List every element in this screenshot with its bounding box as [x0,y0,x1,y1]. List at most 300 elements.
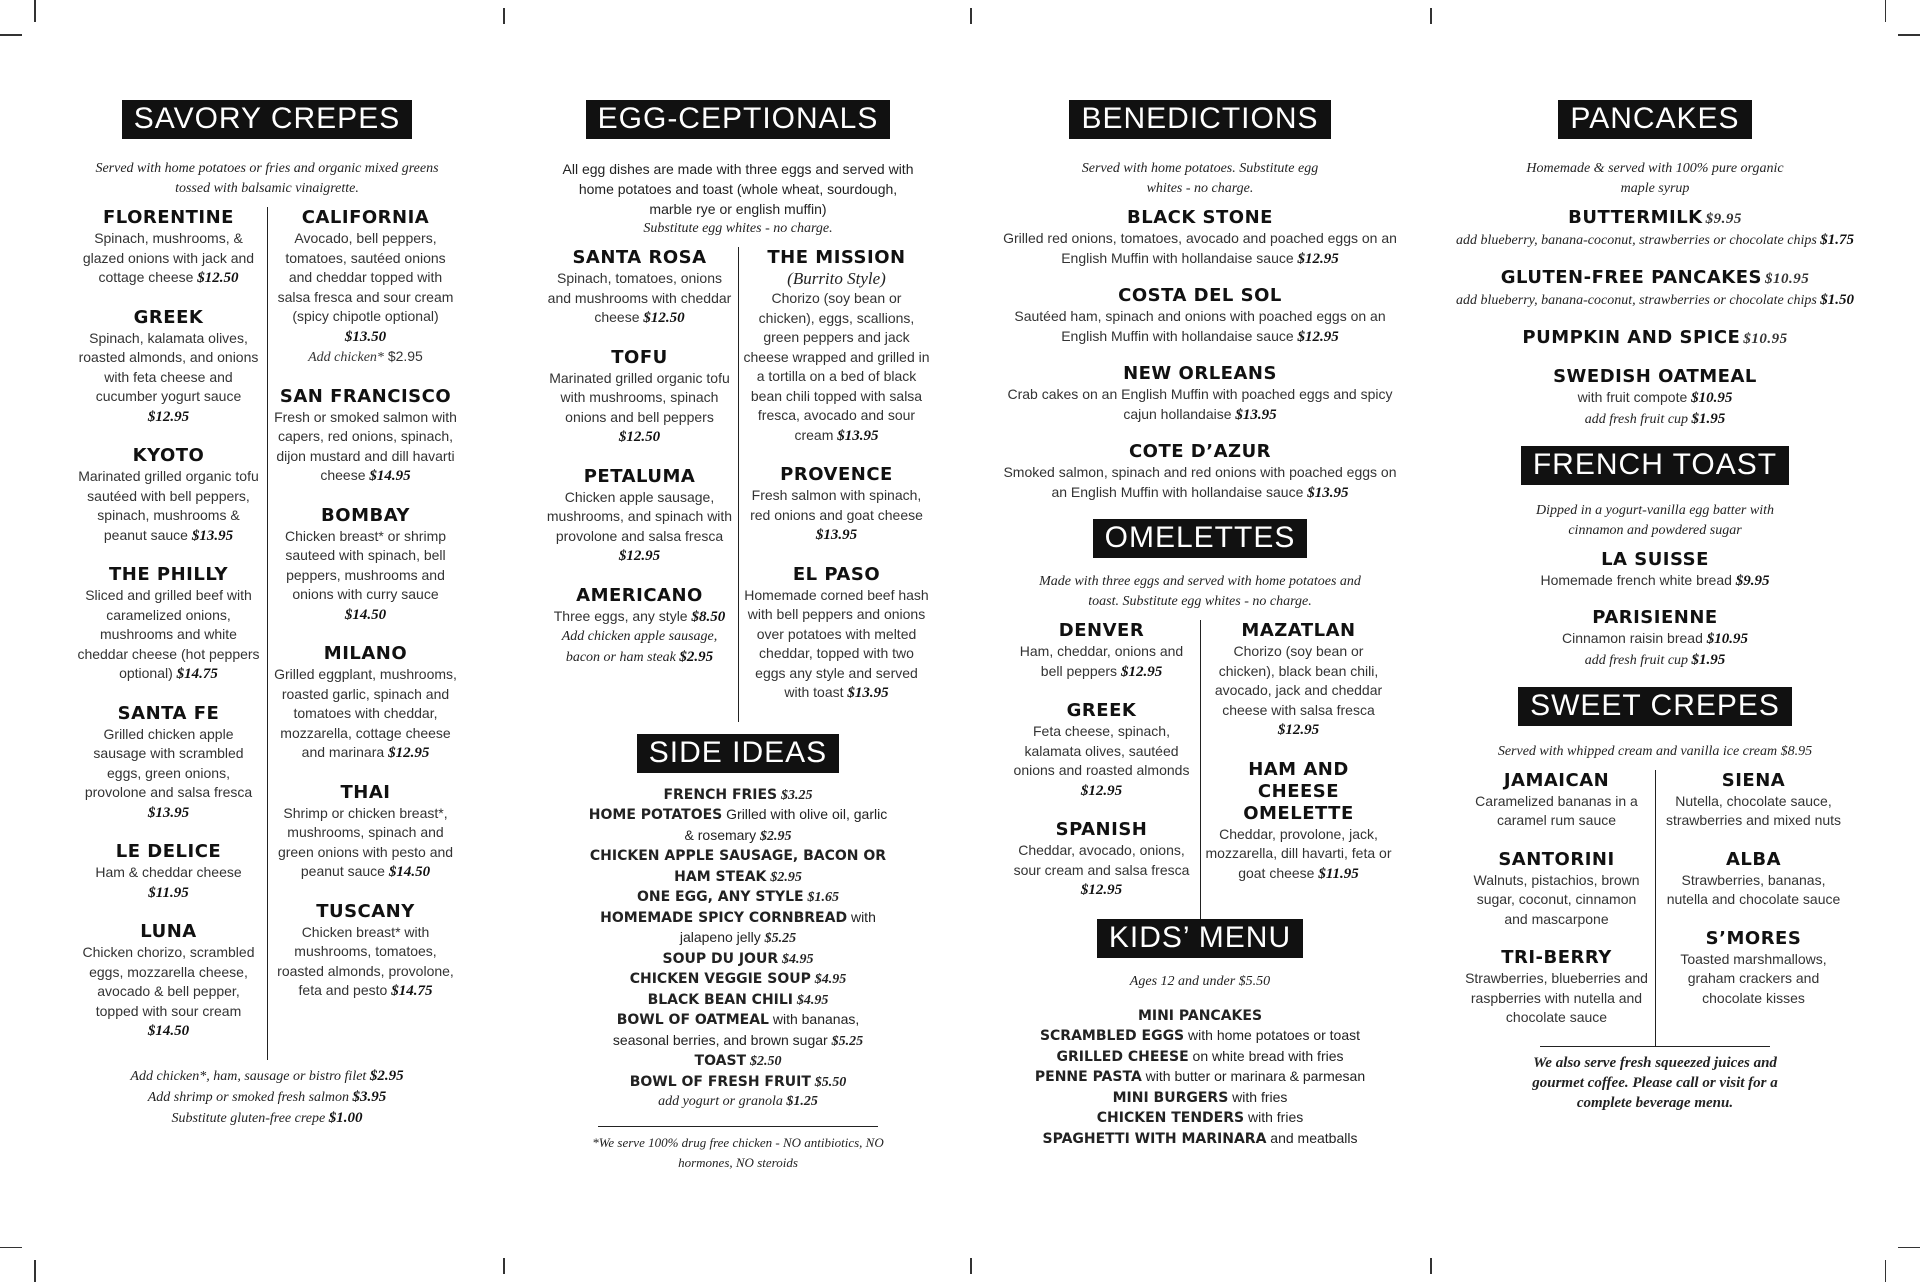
kids-item [1000,1067,1400,1088]
section-intro: Dipped in a yogurt-vanilla egg batter with cinnamon and powdered sugar [1536,502,1774,538]
item-name: HAM AND CHEESE OMELETTE [1243,758,1354,824]
side-item-description: with jalapeno jelly [679,908,876,945]
item-extra [273,347,459,368]
item-description-text: Cinnamon raisin bread [1562,630,1703,646]
section-title: EGG-CEPTIONALS [586,100,891,139]
section-intro: Made with three eggs and served with home potatoes and toast. Substitute egg whites - no charge. [1039,574,1361,609]
item-name: SANTA ROSA [572,247,707,268]
menu-item [547,347,733,448]
kids-item-name: PENNE PASTA [1034,1069,1142,1085]
item-description-text: Homemade french white bread [1540,571,1732,588]
item-price: $13.95 [147,804,190,821]
savory-right-column [268,207,464,1060]
item-price: $14.50 [344,606,387,623]
item-note [1455,230,1855,251]
item-description [273,804,459,883]
menu-item [1009,620,1195,682]
item-name: EL PASO [792,563,881,585]
side-item-name: CHICKEN VEGGIE SOUP [629,971,811,987]
pancakes-list [1455,207,1855,430]
item-note-price: $1.95 [1691,651,1726,668]
item-name: DENVER [1058,620,1145,641]
item-description [744,486,930,546]
side-item-price: $4.95 [782,951,814,967]
item-description [547,369,733,448]
section-title: OMELETTES [1093,519,1308,558]
item-description-text: Spinach, mushrooms, & glazed onions with jack and cottage cheese [82,230,255,285]
item-price: $10.95 [1706,631,1748,647]
item-note-price: $2.95 [679,649,714,665]
item-description [1464,871,1650,930]
menu-item [1455,207,1855,251]
item-description [76,229,262,289]
menu-item [1661,849,1847,910]
menu-item [744,247,930,446]
menu-item [547,247,733,329]
item-price: $12.50 [643,310,685,326]
menu-item [76,841,262,903]
side-item-name: ONE EGG, ANY STYLE [636,889,804,905]
sweet-left-column [1459,770,1656,1046]
menu-item [273,782,459,883]
item-description-text: Caramelized bananas in a caramel rum sauce [1475,792,1638,828]
menu-item [1455,549,1855,592]
item-name: JAMAICAN [1503,769,1610,791]
item-name: AMERICANO [576,584,703,606]
item-price: $12.95 [618,548,661,564]
item-description-text: Avocado, bell peppers, tomatoes, sautéed onions and cheddar topped with salsa fresca and sour cream (spicy chipotle optional) [277,230,454,324]
fold-mark [970,1258,972,1274]
item-description-text: Chorizo (soy bean or chicken), eggs, scallions, green peppers and jack cheese wrapped and grilled in a tortilla on a bed of black bean chili topped with salsa fresca, avocado and sour cream [743,290,930,443]
section-title: PANCAKES [1558,100,1751,139]
item-description-text: Marinated grilled organic tofu with mushrooms, spinach onions and bell peppers [549,369,730,425]
side-addon-text: add yogurt or granola [658,1094,783,1109]
item-name: THAI [340,781,391,803]
item-description [273,527,459,626]
section-intro: Served with home potatoes or fries and organic mixed greens tossed with balsamic vinaigrette. [95,161,439,196]
crop-mark [1885,1260,1887,1282]
item-price: $10.95 [1764,271,1810,287]
item-description-text: Crab cakes on an English Muffin with poached eggs and spicy cajun hollandaise [1007,386,1393,422]
egg-right-column [739,247,935,722]
menu-item [76,564,262,685]
item-description-text: Chicken breast* with mushrooms, tomatoes, roasted almonds, provolone, feta and pesto [277,923,454,998]
side-item-price: $3.25 [781,787,813,803]
item-name [1455,267,1855,290]
item-description-text: Sliced and grilled beef with caramelized onions, mushrooms and white cheddar cheese (hot peppers optional) [77,587,260,681]
item-price: $13.95 [191,527,234,544]
item-price: $9.95 [1705,211,1742,227]
side-item-price: $2.95 [770,869,802,885]
item-description-text: Feta cheese, spinach, kalamata olives, sautéed onions and roasted almonds [1013,723,1190,778]
menu-item [1455,607,1855,671]
item-note [1455,290,1855,311]
item-name-text: PUMPKIN AND SPICE [1522,327,1741,348]
side-item-price: $2.95 [759,828,792,844]
menu-item [1009,819,1195,901]
side-item-price: $5.50 [814,1074,847,1090]
kids-item-description: with fries [1232,1088,1288,1105]
item-name: SIENA [1721,769,1786,791]
item-description-text: with fruit compote [1577,389,1688,405]
item-description [1000,307,1400,347]
section-title: SIDE IDEAS [637,734,839,773]
menu-item [76,207,262,289]
item-name [1455,207,1855,230]
item-name: PARISIENNE [1592,607,1718,628]
item-name: TOFU [611,346,668,368]
item-note [1455,650,1855,671]
fold-mark [1430,8,1432,24]
item-name: SWEDISH OATMEAL [1553,366,1757,387]
item-note-price: $1.95 [1691,410,1726,427]
item-description [1464,792,1650,831]
item-description [1009,642,1195,682]
sweet-right-column [1656,770,1852,1046]
item-name: MAZATLAN [1241,620,1356,641]
item-price: $11.95 [1318,865,1359,882]
menu-item [1464,770,1650,831]
side-ideas-list [588,785,888,1112]
section-intro: Ages 12 and under $5.50 [1129,973,1271,989]
item-name [1455,327,1855,350]
crop-mark [34,1260,36,1282]
item-description [76,725,262,824]
menu-item [1000,207,1400,269]
item-price: $14.50 [388,864,431,880]
crop-mark [0,1247,22,1249]
menu-item [76,703,262,824]
side-item-description: Grilled with olive oil, garlic & rosemary [684,806,888,843]
side-item-price: $1.65 [807,890,839,905]
item-name: CALIFORNIA [301,207,430,228]
item-price: $12.95 [1080,882,1123,898]
crop-mark [1898,34,1920,36]
section-title: SAVORY CREPES [122,100,412,139]
kids-menu-list [1000,1006,1400,1150]
item-name: FLORENTINE [103,207,234,228]
footer-text: Substitute gluten-free crepe [171,1110,326,1126]
side-item [588,1072,888,1093]
kids-item-name: CHICKEN TENDERS [1096,1110,1245,1126]
item-price: $12.95 [1277,722,1320,738]
menu-item [547,585,733,669]
item-price: $8.50 [691,608,726,625]
menu-item [1206,759,1392,885]
item-description-text: Ham, cheddar, onions and bell peppers [1019,643,1184,679]
item-price: $12.95 [1120,663,1163,680]
side-item [588,846,888,887]
divider [598,1126,878,1127]
item-description [1661,950,1847,1009]
menu-item [273,643,459,764]
item-description-text: Strawberries, bananas, nutella and chocolate sauce [1666,871,1841,907]
item-price: $14.95 [369,468,411,484]
side-item [588,908,888,949]
item-name: KYOTO [132,445,205,466]
section-intro: All egg dishes are made with three eggs and served with home potatoes and toast (whole wheat, sourdough, marble rye or english muffin) [562,161,914,217]
fold-mark [970,8,972,24]
item-description [1455,388,1855,409]
kids-item [1000,1026,1400,1047]
item-note-text: add blueberry, banana-coconut, strawberries or chocolate chips [1455,293,1817,308]
menu-item [1000,285,1400,347]
crop-mark [1898,1247,1920,1249]
item-description [547,488,733,567]
menu-item [1661,770,1847,831]
menu-item [547,466,733,567]
item-name: MILANO [323,643,408,664]
item-name: SANTA FE [117,702,220,724]
section-intro: Served with home potatoes. Substitute egg whites - no charge. [1081,161,1319,196]
item-name: LA SUISSE [1601,548,1709,570]
item-description-text: Spinach, kalamata olives, roasted almonds, and onions with feta cheese and cucumber yogurt sauce [78,329,259,404]
footer-line [62,1108,472,1129]
egg-left-column [542,247,739,722]
item-name: TRI-BERRY [1501,947,1612,968]
footer-text: Add shrimp or smoked fresh salmon [147,1089,350,1105]
side-item-name: SOUP DU JOUR [662,950,779,967]
crop-mark [0,34,22,36]
divider [1540,1046,1770,1047]
side-item-name: BOWL OF FRESH FRUIT [629,1073,811,1090]
kids-item [1000,1088,1400,1109]
item-name: NEW ORLEANS [1123,363,1277,384]
item-description [1000,385,1400,425]
item-price: $13.95 [815,527,858,543]
item-description-text: Chicken breast* or shrimp sauteed with spinach, bell peppers, mushrooms and onions with curry sauce [284,527,447,602]
section-title: KIDS’ MENU [1097,919,1303,958]
item-description [1000,463,1400,503]
item-price: $10.95 [1691,390,1733,406]
kids-item-description: on white bread with fries [1192,1047,1344,1064]
egg-ceptionals-section [528,100,948,1173]
side-item-name: BLACK BEAN CHILI [647,991,794,1008]
side-item [588,990,888,1011]
kids-item [1000,1006,1400,1027]
footer-price: $3.95 [352,1088,387,1105]
omelettes-right-column [1201,620,1397,919]
item-description-text: Nutella, chocolate sauce, strawberries and mixed nuts [1665,792,1842,828]
item-extra-text: Add chicken* [308,350,384,365]
menu-item [1206,620,1392,741]
item-note-text: add fresh fruit cup [1584,652,1689,668]
kids-item-name: MINI BURGERS [1112,1089,1229,1106]
item-description-text: Chicken chorizo, scrambled eggs, mozzarella cheese, avocado & bell pepper, topped with sour cream [82,944,255,1019]
item-price: $14.50 [147,1023,190,1039]
menu-item [1000,363,1400,425]
item-price: $9.95 [1735,572,1770,589]
item-name: PROVENCE [780,464,893,485]
kids-item-name: GRILLED CHEESE [1056,1048,1189,1065]
item-description-text: Grilled red onions, tomatoes, avocado and poached eggs on an English Muffin with hollandaise sauce [1003,230,1397,266]
pancakes-section [1455,100,1855,1113]
item-note [547,627,733,668]
menu-item [744,564,930,704]
side-item [588,785,888,806]
item-description [1455,571,1855,592]
item-description [744,289,930,446]
item-name: LE DELICE [115,841,222,862]
side-item [588,887,888,908]
item-price: $12.95 [388,745,430,761]
item-description [744,586,930,704]
item-description-text: Chorizo (soy bean or chicken), black bean chili, avocado, jack and cheddar cheese with salsa fresca [1214,643,1383,718]
side-item-name: HOMEMADE SPICY CORNBREAD [600,909,848,926]
menu-item [273,901,459,1002]
side-item-name: BOWL OF OATMEAL [616,1012,769,1028]
side-item-name: TOAST [694,1053,747,1069]
kids-item [1000,1047,1400,1068]
item-name: ALBA [1725,848,1782,870]
menu-item [273,386,459,487]
savory-crepes-section [62,100,472,1129]
omelettes-left-column [1004,620,1201,919]
menu-item [273,505,459,626]
kids-item-name: SPAGHETTI WITH MARINARA [1042,1130,1267,1147]
item-description [76,467,262,546]
item-name: COTE D’AZUR [1128,441,1272,462]
side-item-name: HOME POTATOES [588,807,723,823]
item-description [273,923,459,1002]
item-description [76,329,262,428]
section-title: BENEDICTIONS [1069,100,1330,139]
side-item [588,805,888,846]
item-price: $13.95 [837,427,879,444]
item-description [1661,792,1847,831]
item-price: $12.50 [197,270,239,286]
item-name: PETALUMA [583,465,696,487]
item-price: $13.50 [344,328,387,345]
item-description-text: Sautéed ham, spinach and onions with poached eggs on an English Muffin with hollandaise sauce [1014,308,1386,344]
item-name: SPANISH [1055,819,1148,840]
item-name: SAN FRANCISCO [279,385,452,407]
item-price: $12.95 [1080,782,1123,799]
side-item-name: CHICKEN APPLE SAUSAGE, BACON OR HAM STEAK [589,848,887,885]
side-item-price: $2.50 [749,1054,782,1069]
side-item [588,1010,888,1051]
item-description [1000,229,1400,269]
item-name: SANTORINI [1498,848,1615,870]
footer-price: $1.00 [328,1109,363,1126]
footer-line [62,1087,472,1108]
item-description [1661,871,1847,910]
item-description-text: Homemade corned beef hash with bell peppers and onions over potatoes with melted cheddar, topped with two eggs any style and served with toast [744,586,929,700]
menu-item [1000,441,1400,503]
item-extra-price: $2.95 [387,348,423,364]
footer-text: Add chicken*, ham, sausage or bistro filet [130,1068,367,1084]
item-description [1455,629,1855,650]
item-price: $13.95 [1235,406,1277,423]
menu-item [1455,366,1855,430]
fold-mark [503,8,505,24]
section-title: FRENCH TOAST [1521,446,1789,485]
kids-item-description: and meatballs [1270,1129,1358,1146]
side-item-description: with bananas, seasonal berries, and brown sugar [612,1011,860,1048]
menu-item [744,464,930,546]
item-description [547,607,733,628]
side-item [588,1051,888,1072]
benedictions-list [1000,207,1400,503]
item-note-text: add blueberry, banana-coconut, strawberries or chocolate chips [1455,233,1817,248]
menu-item [76,445,262,546]
item-subtitle: (Burrito Style) [787,269,886,288]
menu-item [1009,700,1195,801]
item-description [547,269,733,329]
savory-footer [62,1066,472,1129]
crop-mark [34,0,36,22]
item-note-price: $1.75 [1820,232,1855,248]
item-description-text: Shrimp or chicken breast*, mushrooms, spinach and green onions with pesto and peanut sauce [277,804,454,879]
kids-item-name: MINI PANCAKES [1137,1007,1263,1024]
side-item-name: FRENCH FRIES [663,786,778,803]
section-intro: Homemade & served with 100% pure organic maple syrup [1526,161,1784,196]
item-description [76,586,262,685]
beverage-note: We also serve fresh squeezed juices and gourmet coffee. Please call or visit for a complete beverage menu. [1532,1054,1778,1111]
fold-mark [503,1258,505,1274]
item-price: $13.95 [847,685,889,701]
item-description [273,665,459,764]
menu-item [1464,947,1650,1028]
item-description [1009,841,1195,901]
item-price: $14.75 [176,666,218,682]
section-intro: Served with whipped cream and vanilla ice cream $8.95 [1497,743,1813,759]
item-name: S’MORES [1705,927,1802,949]
footer-price: $2.95 [369,1067,404,1084]
item-price: $14.75 [391,983,433,999]
menu-item [76,307,262,428]
item-description-text: Marinated grilled organic tofu sautéed with bell peppers, spinach, mushrooms & peanut sauce [78,468,259,543]
kids-item-description: with fries [1248,1109,1304,1125]
item-description [76,943,262,1042]
item-description-text: Chicken apple sausage, mushrooms, and spinach with provolone and salsa fresca [546,488,733,544]
item-name: GREEK [1066,700,1137,721]
item-note [1455,409,1855,430]
kids-item-description: with home potatoes or toast [1188,1027,1361,1043]
item-name: THE PHILLY [108,564,229,585]
menu-item [1661,928,1847,1009]
item-description-text: Strawberries, blueberries and raspberries with nutella and chocolate sauce [1465,970,1648,1025]
item-description [273,408,459,487]
item-name-text: GLUTEN-FREE PANCAKES [1500,267,1762,288]
side-item-price: $4.95 [796,992,829,1008]
menu-item [273,207,459,368]
item-description [1206,825,1392,885]
menu-item [76,921,262,1042]
kids-item-description: with butter or marinara & parmesan [1145,1068,1366,1084]
item-description-text: Fresh or smoked salmon with capers, red onions, spinach, dijon mustard and dill havarti cheese [274,408,457,483]
side-item [588,949,888,970]
item-description-text: Ham & cheddar cheese [95,864,242,880]
kids-item [1000,1108,1400,1129]
kids-item-name: SCRAMBLED EGGS [1039,1028,1185,1044]
item-price: $10.95 [1743,331,1788,347]
savory-left-column [71,207,268,1060]
item-description-text: Toasted marshmallows, graham crackers and chocolate kisses [1680,950,1827,1006]
section-intro-note: Substitute egg whites - no charge. [643,221,833,236]
item-price: $11.95 [148,884,189,901]
item-name: LUNA [140,921,197,942]
side-item-price: $5.25 [831,1033,864,1049]
item-description-text: Spinach, tomatoes, onions and mushrooms with cheddar cheese [547,270,732,325]
item-price: $12.95 [1297,328,1339,345]
item-description [1464,969,1650,1028]
footer-line [62,1066,472,1087]
item-price: $13.95 [1307,484,1349,501]
item-description-text: Grilled eggplant, mushrooms, roasted garlic, spinach and tomatoes with cheddar, mozzarella, cottage cheese and marinara [274,666,457,760]
item-name-text: BUTTERMILK [1568,207,1703,228]
item-description-text: Cheddar, avocado, onions, sour cream and salsa fresca [1013,842,1190,878]
